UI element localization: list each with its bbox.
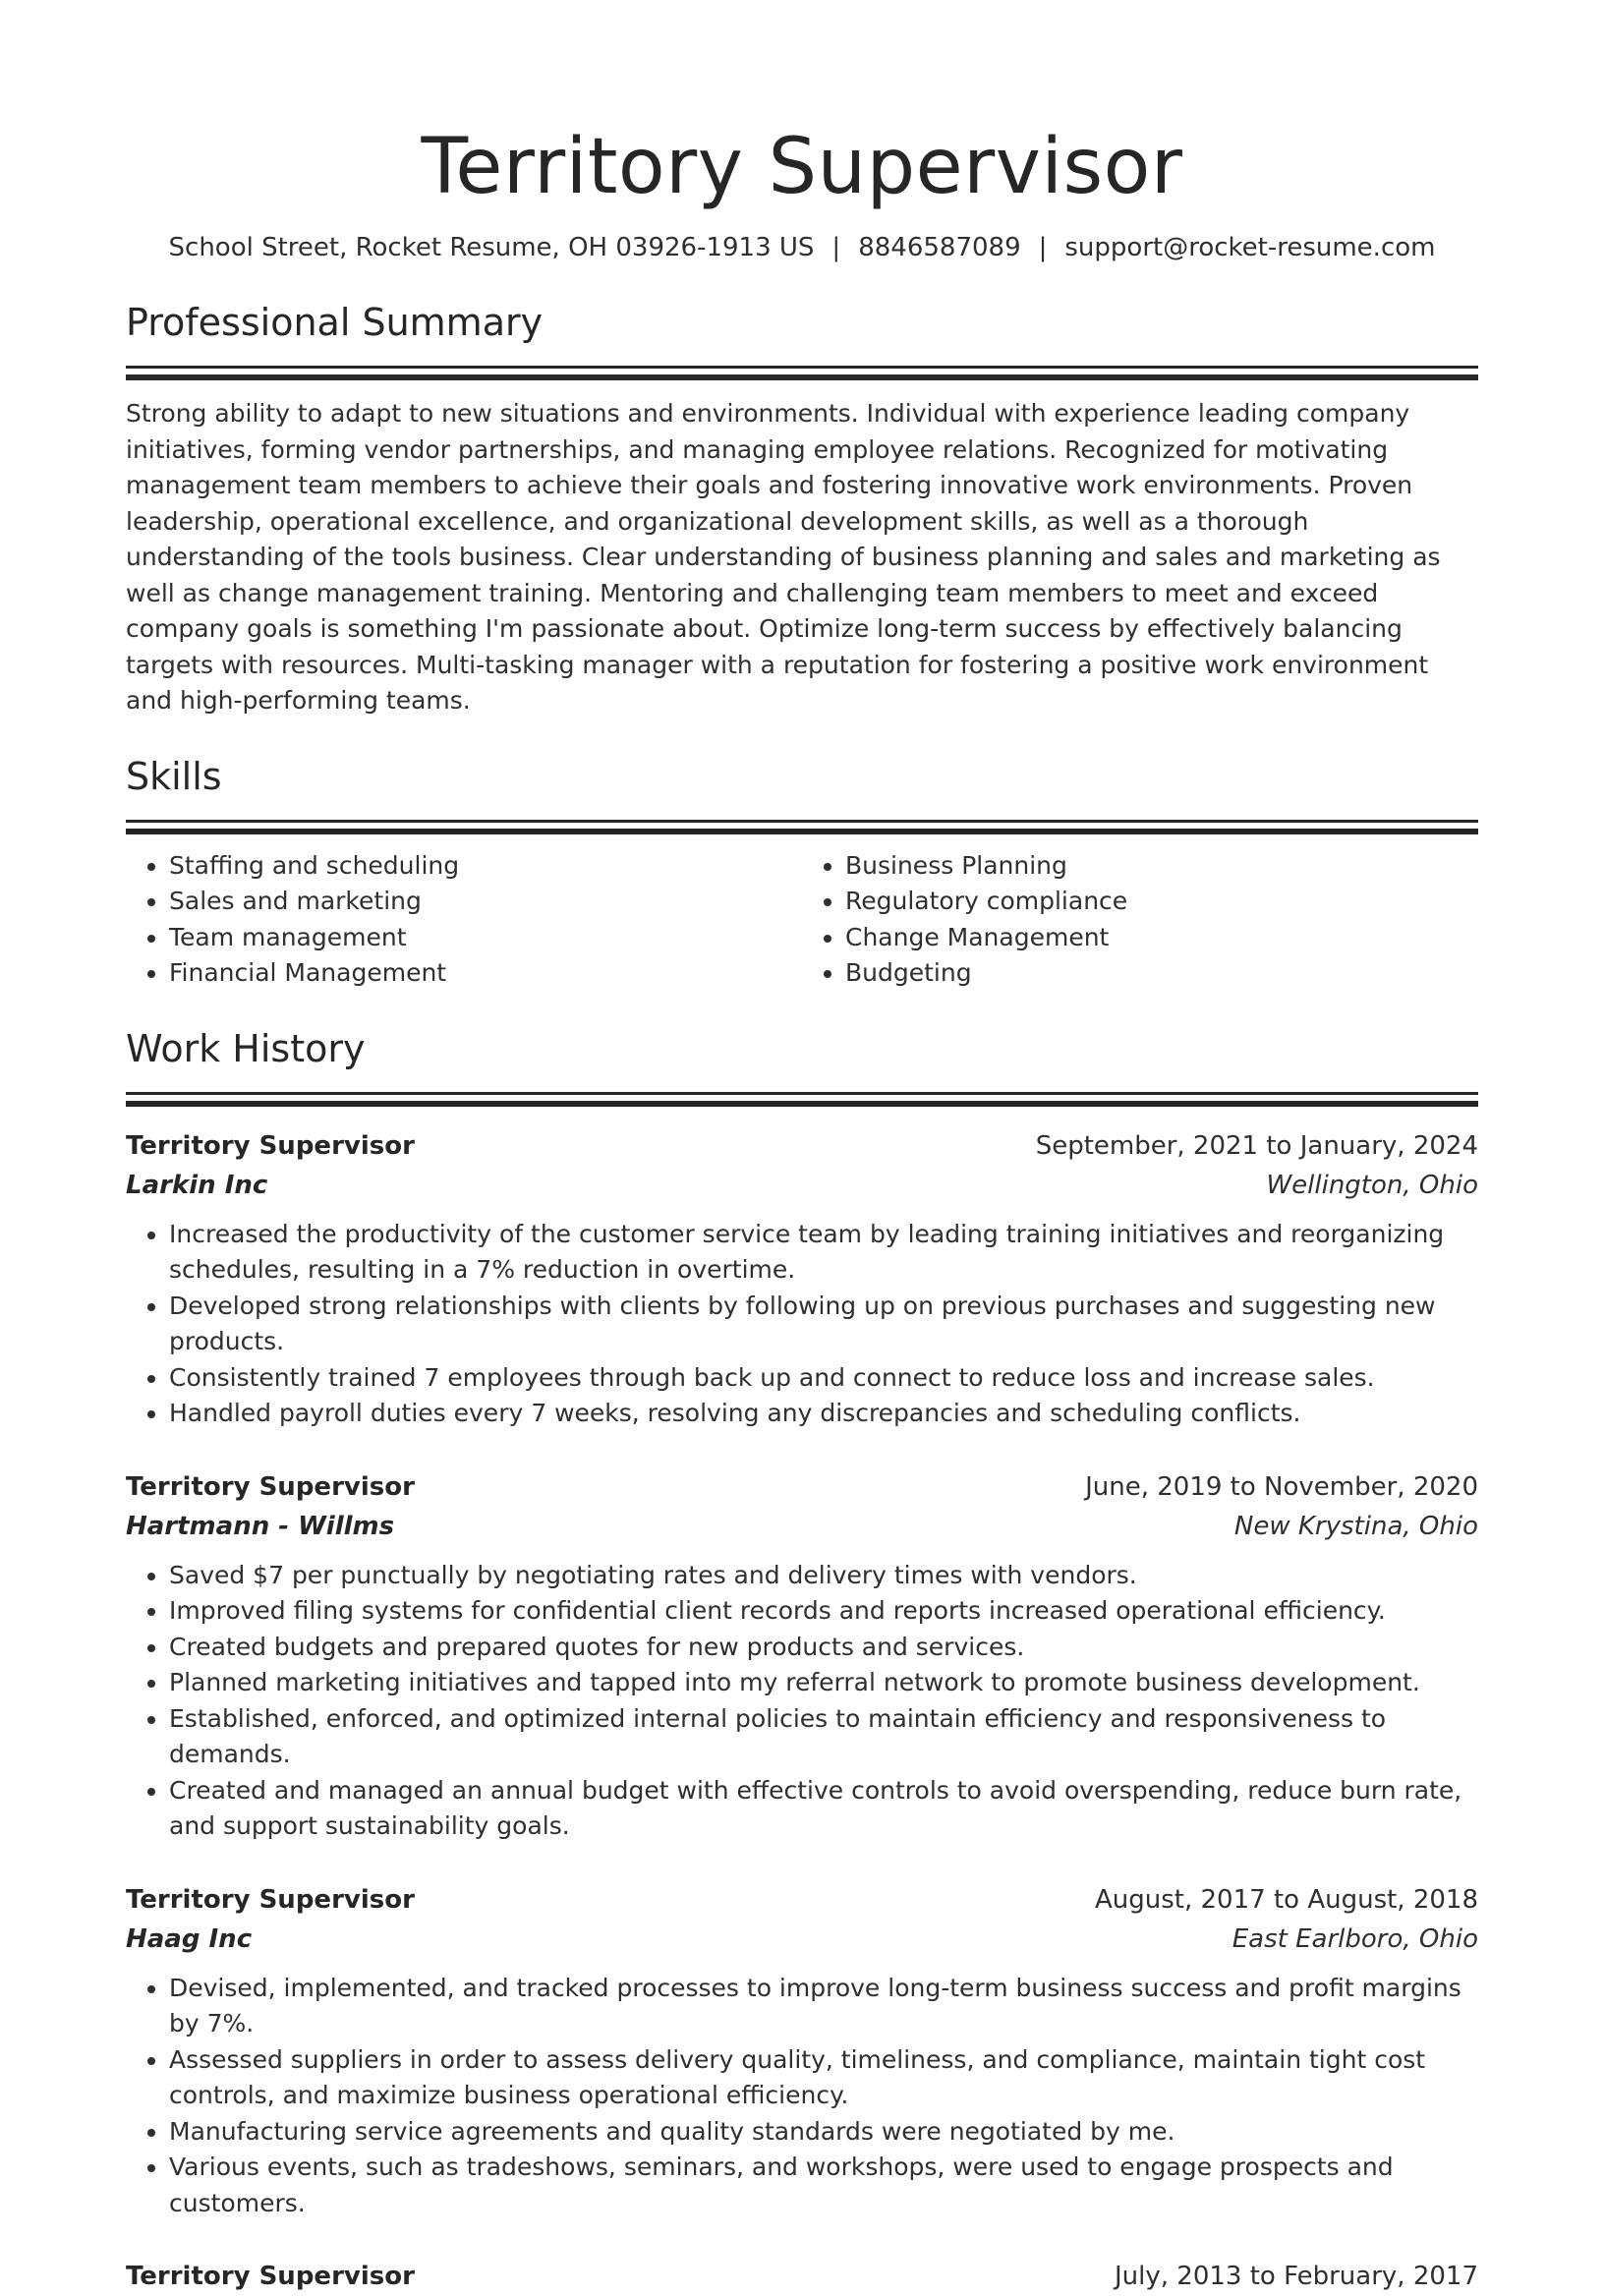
skills-section: [126, 753, 1478, 992]
job-bullets: [126, 1971, 1478, 2222]
skill-item: • Financial Management: [169, 955, 802, 992]
job-entry: [126, 1467, 1478, 1845]
job-dates: August, 2017 to August, 2018: [1095, 1880, 1478, 1920]
job-location: East Earlboro, Ohio: [1232, 1920, 1478, 1959]
job-company: Haag Inc: [126, 1920, 252, 1959]
job-bullet: • Established, enforced, and optimized internal policies to maintain efficiency and responsiveness to demands.: [169, 1701, 1478, 1773]
section-rule: [126, 820, 1478, 823]
summary-text: Strong ability to adapt to new situations and environments. Individual with experience leading company initiatives, forming vendor partnerships, and managing employee relations. Recognized for motivating management team members to achieve their goals and fostering innovative work environments. Proven leadership, operational excellence, and organizational development skills, as well as a thorough understanding of the tools business. Clear understanding of business planning and sales and marketing as well as change management training. Mentoring and challenging team members to meet and exceed company goals is something I'm passionate about. Optimize long-term success by effectively balancing targets with resources. Multi-tasking manager with a reputation for fostering a positive work environment and high-performing teams.: [126, 396, 1478, 719]
job-title: Territory Supervisor: [126, 2257, 415, 2296]
job-header: [126, 1126, 1478, 1166]
job-title: Territory Supervisor: [126, 1880, 415, 1920]
skill-item: • Regulatory compliance: [845, 884, 1478, 920]
job-company: Hartmann - Willms: [126, 1507, 394, 1546]
job-title: Territory Supervisor: [126, 1126, 415, 1166]
job-bullet: • Assessed suppliers in order to assess delivery quality, timeliness, and compliance, maintain tight cost controls, and maximize business operational efficiency.: [169, 2042, 1478, 2114]
job-location: Wellington, Ohio: [1266, 1166, 1478, 1205]
skills-list-right: [802, 848, 1478, 992]
job-bullet: • Developed strong relationships with clients by following up on previous purchases and suggesting new products.: [169, 1289, 1478, 1360]
section-title-summary: Professional Summary: [126, 299, 1478, 346]
summary-section: [126, 299, 1478, 719]
skills-columns: [126, 848, 1478, 992]
job-company: Larkin Inc: [126, 1166, 267, 1205]
section-rule-thick: [126, 374, 1478, 380]
job-bullet: • Consistently trained 7 employees through back up and connect to reduce loss and increase sales.: [169, 1360, 1478, 1397]
skill-item: • Sales and marketing: [169, 884, 802, 920]
section-title-skills: Skills: [126, 753, 1478, 800]
job-entry: [126, 2257, 1478, 2296]
job-bullets: [126, 1217, 1478, 1432]
skills-list-left: [126, 848, 802, 992]
job-location: New Krystina, Ohio: [1234, 1507, 1478, 1546]
skill-item: • Staffing and scheduling: [169, 848, 802, 885]
job-bullet: • Created budgets and prepared quotes for new products and services.: [169, 1630, 1478, 1666]
job-bullet: • Various events, such as tradeshows, seminars, and workshops, were used to engage prospects and customers.: [169, 2150, 1478, 2221]
job-bullets: [126, 1558, 1478, 1845]
section-rule-thick: [126, 1101, 1478, 1107]
job-dates: September, 2021 to January, 2024: [1036, 1126, 1478, 1166]
job-bullet: • Saved $7 per punctually by negotiating rates and delivery times with vendors.: [169, 1558, 1478, 1594]
job-title: Territory Supervisor: [126, 1467, 415, 1507]
skill-item: • Team management: [169, 920, 802, 956]
skill-item: • Change Management: [845, 920, 1478, 956]
job-bullet: • Handled payroll duties every 7 weeks, resolving any discrepancies and scheduling conflicts.: [169, 1396, 1478, 1432]
section-title-work: Work History: [126, 1025, 1478, 1072]
job-dates: July, 2013 to February, 2017: [1115, 2257, 1478, 2296]
resume-name: Territory Supervisor: [126, 120, 1478, 214]
job-header: [126, 2257, 1478, 2296]
job-subheader: [126, 1507, 1478, 1546]
section-rule-thick: [126, 829, 1478, 834]
contact-email: support@rocket-resume.com: [1064, 233, 1435, 262]
section-rule: [126, 366, 1478, 369]
skill-item: • Budgeting: [845, 955, 1478, 992]
job-entry: [126, 1880, 1478, 2222]
contact-separator: |: [831, 233, 840, 262]
skill-item: • Business Planning: [845, 848, 1478, 885]
job-subheader: [126, 1920, 1478, 1959]
job-subheader: [126, 1166, 1478, 1205]
job-header: [126, 1880, 1478, 1920]
contact-separator: |: [1039, 233, 1048, 262]
job-header: [126, 1467, 1478, 1507]
job-bullet: • Planned marketing initiatives and tapped into my referral network to promote business development.: [169, 1665, 1478, 1701]
job-dates: June, 2019 to November, 2020: [1085, 1467, 1478, 1507]
section-rule: [126, 1092, 1478, 1095]
job-bullet: • Devised, implemented, and tracked processes to improve long-term business success and profit margins by 7%.: [169, 1971, 1478, 2042]
job-entry: [126, 1126, 1478, 1432]
job-bullet: • Manufacturing service agreements and quality standards were negotiated by me.: [169, 2114, 1478, 2151]
contact-phone: 8846587089: [858, 233, 1020, 262]
job-bullet: • Increased the productivity of the customer service team by leading training initiatives and reorganizing schedules, resulting in a 7% reduction in overtime.: [169, 1217, 1478, 1289]
job-bullet: • Improved filing systems for confidential client records and reports increased operational efficiency.: [169, 1593, 1478, 1630]
job-bullet: • Created and managed an annual budget with effective controls to avoid overspending, reduce burn rate, and support sustainability goals.: [169, 1773, 1478, 1845]
contact-line: [126, 230, 1478, 265]
work-section: [126, 1025, 1478, 2296]
contact-address: School Street, Rocket Resume, OH 03926-1913 US: [169, 233, 815, 262]
